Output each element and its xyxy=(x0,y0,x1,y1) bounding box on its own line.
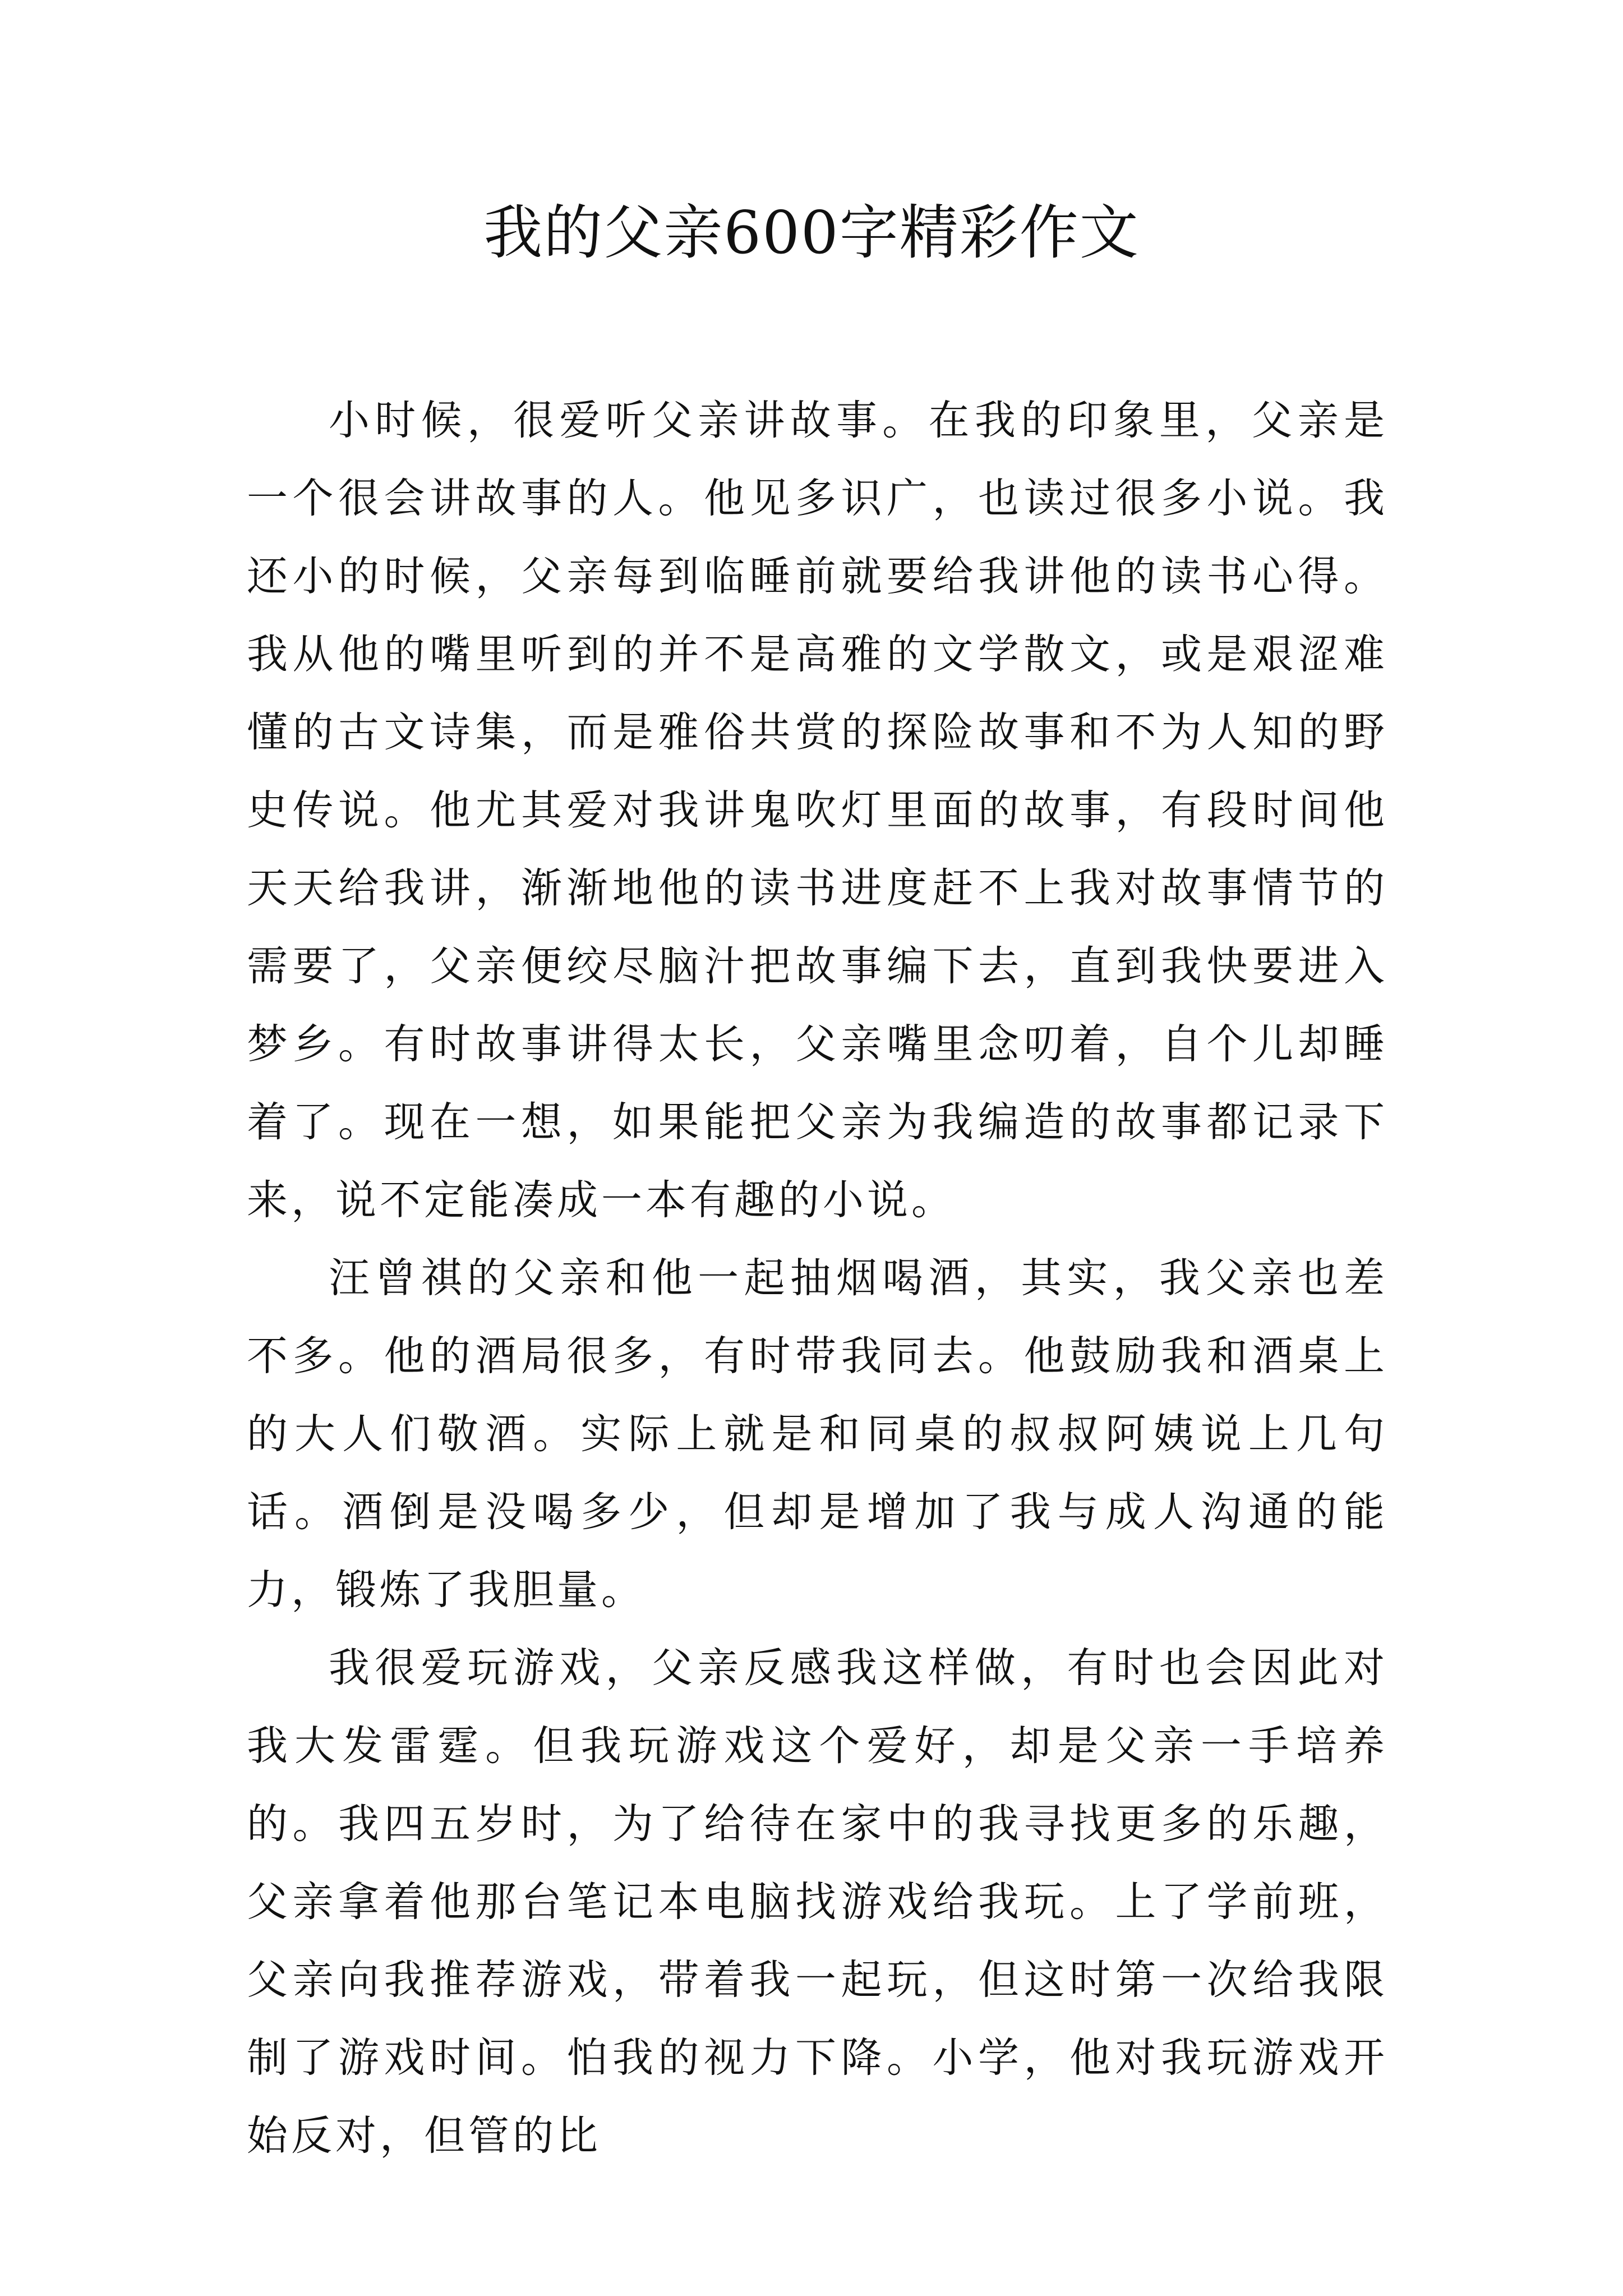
paragraph-2: 汪曾祺的父亲和他一起抽烟喝酒，其实，我父亲也差不多。他的酒局很多，有时带我同去。他鼓励我和酒桌上的大人们敬酒。实际上就是和同桌的叔叔阿姨说上几句话。酒倒是没喝多少，但却是增加了我与成人沟通的能力，锻炼了我胆量。 xyxy=(247,1254,1388,1614)
paragraph-3: 我很爱玩游戏，父亲反感我这样做，有时也会因此对我大发雷霆。但我玩游戏这个爱好，却是父亲一手培养的。我四五岁时，为了给待在家中的我寻找更多的乐趣，父亲拿着他那台笔记本电脑找游戏给我玩。上了学前班，父亲向我推荐游戏，带着我一起玩，但这时第一次给我限制了游戏时间。怕我的视力下降。小学，他对我玩游戏开始反对，但管的比 xyxy=(247,1644,1388,2160)
document-title: 我的父亲600字精彩作文 xyxy=(483,199,1140,267)
document-body xyxy=(247,381,1388,2175)
paragraph-1: 小时候，很爱听父亲讲故事。在我的印象里，父亲是一个很会讲故事的人。他见多识广，也读过很多小说。我还小的时候，父亲每到临睡前就要给我讲他的读书心得。我从他的嘴里听到的并不是高雅的文学散文，或是艰涩难懂的古文诗集，而是雅俗共赏的探险故事和不为人知的野史传说。他尤其爱对我讲鬼吹灯里面的故事，有段时间他天天给我讲，渐渐地他的读书进度赶不上我对故事情节的需要了，父亲便绞尽脑汁把故事编下去，直到我快要进入梦乡。有时故事讲得太长，父亲嘴里念叨着，自个儿却睡着了。现在一想，如果能把父亲为我编造的故事都记录下来，说不定能凑成一本有趣的小说。 xyxy=(247,397,1388,1224)
